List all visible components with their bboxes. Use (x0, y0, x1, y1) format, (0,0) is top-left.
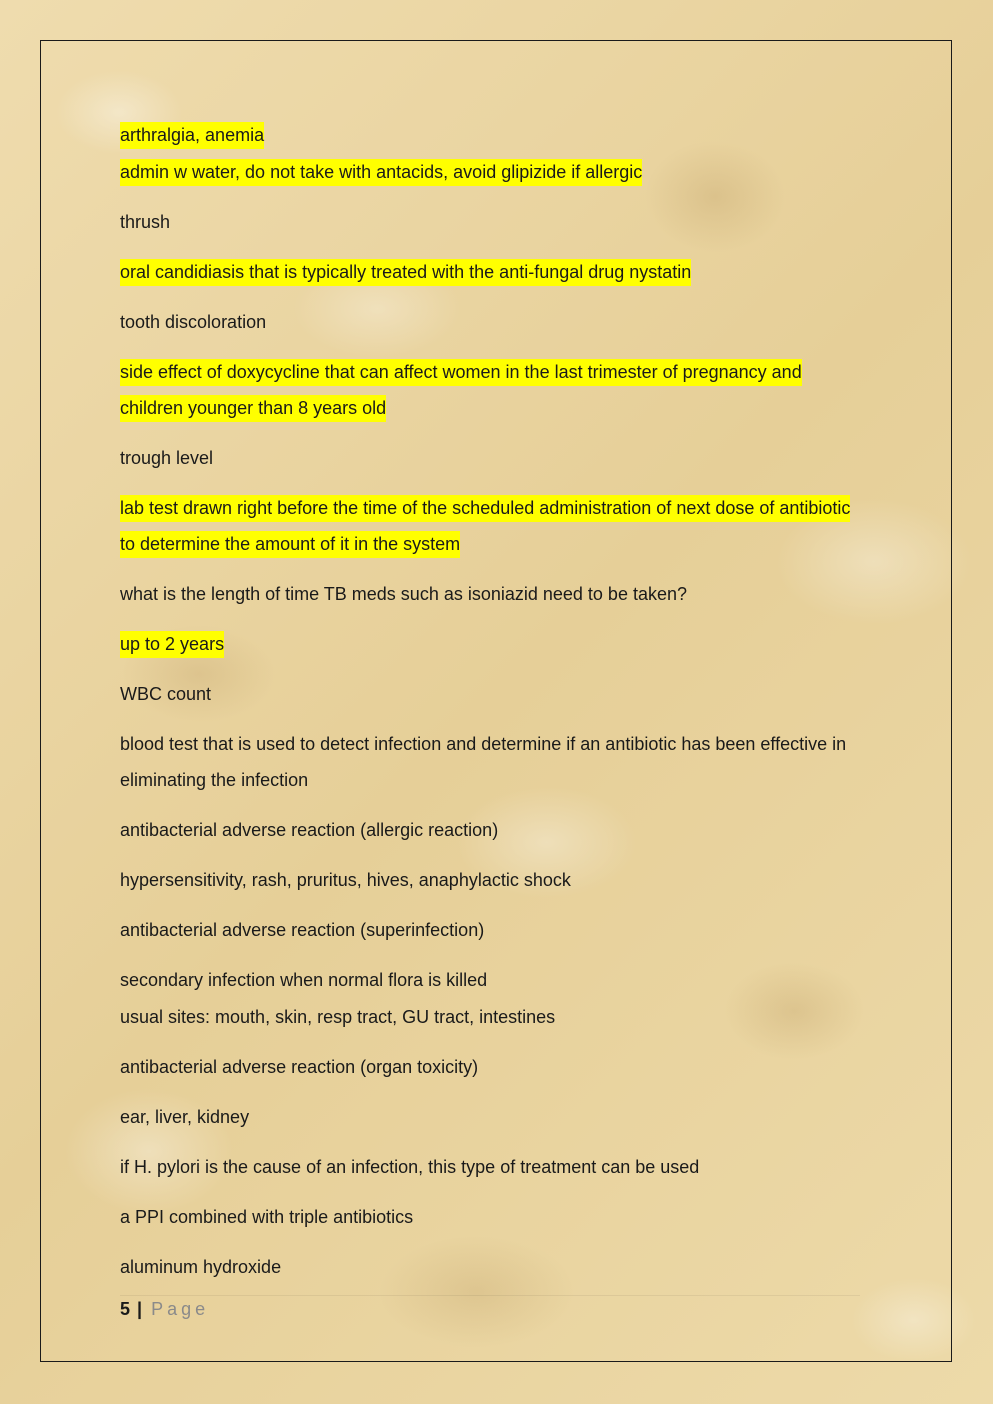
question-entry: WBC count (120, 684, 212, 704)
page-footer (120, 1295, 860, 1322)
question-entry: aluminum hydroxide (120, 1257, 282, 1277)
answer-entry: hypersensitivity, rash, pruritus, hives, anaphylactic shock (120, 870, 571, 890)
page-label: Page (151, 1299, 210, 1319)
answer-entry (120, 626, 865, 662)
page-number: 5 (120, 1299, 131, 1319)
answer-entry: blood test that is used to detect infection and determine if an antibiotic has been effective in eliminating the infection (120, 734, 847, 790)
question-entry: antibacterial adverse reaction (allergic reaction) (120, 820, 499, 840)
question-entry: if H. pylori is the cause of an infection, this type of treatment can be used (120, 1157, 700, 1177)
highlighted-text: admin w water, do not take with antacids, avoid glipizide if allergic (120, 159, 642, 186)
question-entry: thrush (120, 212, 171, 232)
answer-entry (120, 354, 865, 426)
highlighted-text: up to 2 years (120, 631, 224, 658)
highlighted-text: lab test drawn right before the time of the scheduled administration of next dose of antibiotic to determine the amount of it in the system (120, 495, 850, 558)
highlighted-text: arthralgia, anemia (120, 122, 264, 149)
answer-entry (120, 117, 865, 153)
answer-entry (120, 254, 865, 290)
answer-entry: a PPI combined with triple antibiotics (120, 1207, 414, 1227)
question-entry: antibacterial adverse reaction (organ toxicity) (120, 1057, 479, 1077)
question-entry: antibacterial adverse reaction (superinfection) (120, 920, 485, 940)
highlighted-text: side effect of doxycycline that can affect women in the last trimester of pregnancy and children younger than 8 years old (120, 359, 802, 422)
highlighted-text: oral candidiasis that is typically treated with the anti-fungal drug nystatin (120, 259, 691, 286)
question-entry: trough level (120, 448, 214, 468)
answer-entry (120, 490, 865, 562)
answer-entry (120, 154, 865, 190)
answer-entry: ear, liver, kidney (120, 1107, 250, 1127)
question-entry: tooth discoloration (120, 312, 267, 332)
answer-entry: secondary infection when normal flora is killed (120, 970, 488, 990)
page-separator: | (137, 1299, 143, 1319)
answer-entry: usual sites: mouth, skin, resp tract, GU tract, intestines (120, 1007, 556, 1027)
question-entry: what is the length of time TB meds such as isoniazid need to be taken? (120, 584, 687, 604)
document-body (120, 117, 865, 1299)
